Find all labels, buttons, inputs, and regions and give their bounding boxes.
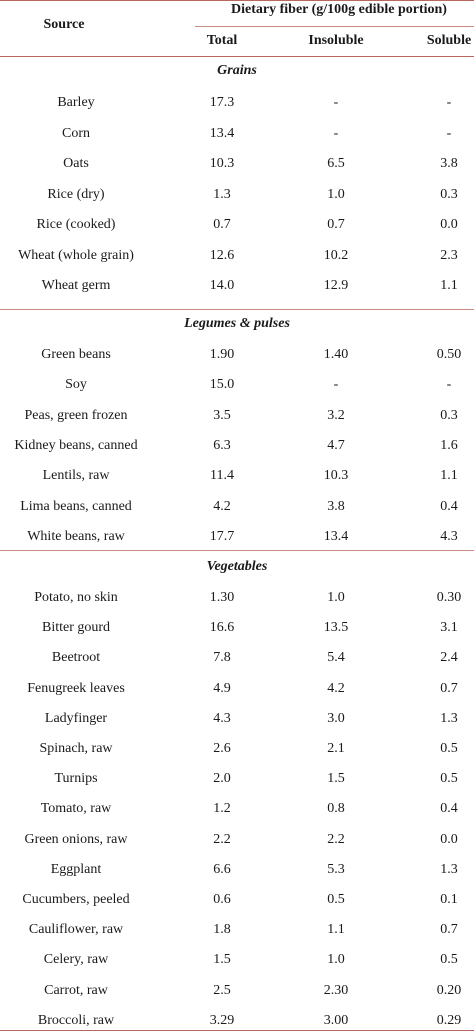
insoluble-cell: 0.7	[327, 217, 345, 232]
total-cell: 1.3	[213, 186, 231, 202]
total-cell: 14.0	[209, 278, 235, 293]
total-cell: 4.9	[213, 680, 231, 696]
total-cell: 10.3	[209, 156, 235, 171]
source-cell: Fenugreek leaves	[27, 680, 125, 696]
source-cell: Wheat germ	[41, 278, 111, 293]
source-cell: Kidney beans, canned	[14, 437, 138, 453]
soluble-cell: 0.29	[436, 1012, 462, 1028]
total-cell: 11.4	[210, 468, 234, 484]
insoluble-cell: 13.4	[323, 528, 349, 544]
total-cell: 1.90	[209, 347, 235, 362]
source-cell: Wheat (whole grain)	[18, 247, 134, 263]
insoluble-cell: 3.8	[327, 498, 345, 514]
insoluble-cell: 1.0	[327, 952, 345, 968]
soluble-cell: 0.4	[440, 801, 458, 817]
total-cell: 3.5	[213, 407, 231, 423]
insoluble-cell: -	[333, 125, 339, 141]
insoluble-cell: -	[333, 377, 339, 393]
source-cell: Beetroot	[51, 650, 101, 666]
soluble-cell: 0.0	[440, 831, 458, 847]
soluble-cell: 3.1	[440, 620, 458, 636]
source-header: Source	[43, 17, 85, 32]
source-cell: Green beans	[41, 347, 111, 362]
soluble-column-header: Soluble	[426, 33, 472, 48]
source-cell: Rice (cooked)	[36, 217, 116, 232]
insoluble-cell: 3.2	[327, 407, 345, 423]
source-cell: Turnips	[54, 771, 98, 787]
source-cell: Lentils, raw	[42, 468, 110, 484]
insoluble-cell: 0.8	[327, 801, 345, 817]
section-title-legumes: Legumes & pulses	[184, 316, 290, 331]
total-cell: 0.7	[213, 217, 231, 232]
source-cell: Soy	[65, 377, 87, 393]
source-cell: Potato, no skin	[34, 590, 118, 605]
insoluble-cell: 1.1	[327, 922, 345, 938]
total-cell: 17.3	[209, 95, 235, 110]
total-cell: 2.2	[213, 831, 231, 847]
soluble-cell: 0.5	[440, 952, 458, 968]
total-cell: 6.3	[213, 437, 231, 453]
soluble-cell: 2.4	[440, 650, 458, 666]
soluble-cell: 2.3	[440, 247, 458, 263]
section-title-vegetables: Vegetables	[206, 559, 268, 574]
soluble-cell: -	[446, 125, 452, 141]
soluble-cell: -	[446, 95, 452, 110]
insoluble-cell: 3.0	[327, 710, 345, 726]
source-cell: Celery, raw	[43, 952, 109, 968]
total-cell: 0.6	[213, 892, 231, 907]
insoluble-cell: 1.0	[327, 590, 345, 605]
soluble-cell: 4.3	[440, 528, 458, 544]
insoluble-cell: 13.5	[323, 620, 349, 636]
table-bottom-rule	[0, 1030, 474, 1031]
soluble-cell: 0.3	[440, 407, 458, 423]
insoluble-cell: 0.5	[327, 892, 345, 907]
insoluble-cell: 1.0	[327, 186, 345, 202]
source-cell: Eggplant	[50, 861, 102, 877]
dietary-fiber-group-header: Dietary fiber (g/100g edible portion)	[231, 2, 447, 17]
total-cell: 1.5	[213, 952, 231, 968]
total-cell: 17.7	[209, 528, 235, 544]
total-cell: 1.30	[209, 590, 235, 605]
soluble-cell: 0.0	[440, 217, 458, 232]
section-title-grains: Grains	[217, 63, 257, 78]
insoluble-cell: 6.5	[327, 156, 345, 171]
source-cell: Bitter gourd	[41, 620, 111, 636]
total-cell: 1.2	[213, 801, 231, 817]
insoluble-cell: 5.3	[327, 861, 345, 877]
insoluble-cell: 3.00	[323, 1012, 349, 1028]
source-cell: Broccoli, raw	[37, 1012, 115, 1028]
source-cell: Green onions, raw	[24, 831, 128, 847]
source-cell: Tomato, raw	[40, 801, 112, 817]
source-cell: Barley	[57, 95, 95, 110]
source-cell: Rice (dry)	[47, 186, 105, 202]
insoluble-column-header: Insoluble	[308, 33, 364, 48]
total-cell: 15.0	[209, 377, 235, 393]
insoluble-cell: 12.9	[323, 278, 349, 293]
source-cell: Cauliflower, raw	[28, 922, 124, 938]
insoluble-cell: 4.7	[327, 437, 345, 453]
soluble-cell: 0.4	[440, 498, 458, 514]
soluble-cell: 0.30	[436, 590, 462, 605]
source-cell: Spinach, raw	[39, 741, 113, 756]
insoluble-cell: 2.30	[323, 982, 349, 998]
insoluble-cell: 1.5	[327, 771, 345, 787]
soluble-cell: 0.5	[440, 741, 458, 756]
source-cell: White beans, raw	[27, 528, 125, 544]
source-cell: Oats	[63, 156, 89, 171]
source-cell: Cucumbers, peeled	[22, 892, 130, 907]
total-cell: 16.6	[209, 620, 235, 636]
total-cell: 1.8	[213, 922, 231, 938]
soluble-cell: -	[446, 377, 452, 393]
soluble-cell: 0.5	[440, 771, 458, 787]
insoluble-cell: 5.4	[327, 650, 345, 666]
source-cell: Ladyfinger	[44, 710, 108, 726]
soluble-cell: 0.50	[436, 347, 462, 362]
total-cell: 2.5	[213, 982, 231, 998]
source-cell: Peas, green frozen	[24, 407, 128, 423]
source-cell: Corn	[62, 125, 90, 141]
total-cell: 4.2	[213, 498, 231, 514]
total-cell: 13.4	[209, 125, 235, 141]
soluble-cell: 1.1	[440, 468, 458, 484]
total-cell: 4.3	[213, 710, 231, 726]
total-cell: 12.6	[209, 247, 235, 263]
soluble-cell: 1.1	[440, 278, 458, 293]
soluble-cell: 1.3	[440, 861, 458, 877]
soluble-cell: 1.3	[440, 710, 458, 726]
source-cell: Lima beans, canned	[20, 498, 132, 514]
source-cell: Carrot, raw	[44, 982, 108, 998]
total-cell: 6.6	[213, 861, 231, 877]
soluble-cell: 0.7	[440, 922, 458, 938]
soluble-cell: 0.20	[436, 982, 462, 998]
soluble-cell: 0.7	[440, 680, 458, 696]
insoluble-cell: 10.3	[323, 468, 349, 484]
total-cell: 3.29	[209, 1012, 235, 1028]
total-cell: 7.8	[213, 650, 231, 666]
insoluble-cell: 2.1	[327, 741, 345, 756]
total-column-header: Total	[206, 33, 238, 48]
insoluble-cell: 4.2	[327, 680, 345, 696]
soluble-cell: 0.1	[440, 892, 458, 907]
soluble-cell: 0.3	[440, 186, 458, 202]
insoluble-cell: -	[333, 95, 339, 110]
insoluble-cell: 10.2	[323, 247, 349, 263]
total-cell: 2.6	[213, 741, 231, 756]
soluble-cell: 1.6	[440, 437, 458, 453]
total-cell: 2.0	[213, 771, 231, 787]
insoluble-cell: 1.40	[323, 347, 349, 362]
insoluble-cell: 2.2	[327, 831, 345, 847]
soluble-cell: 3.8	[440, 156, 458, 171]
